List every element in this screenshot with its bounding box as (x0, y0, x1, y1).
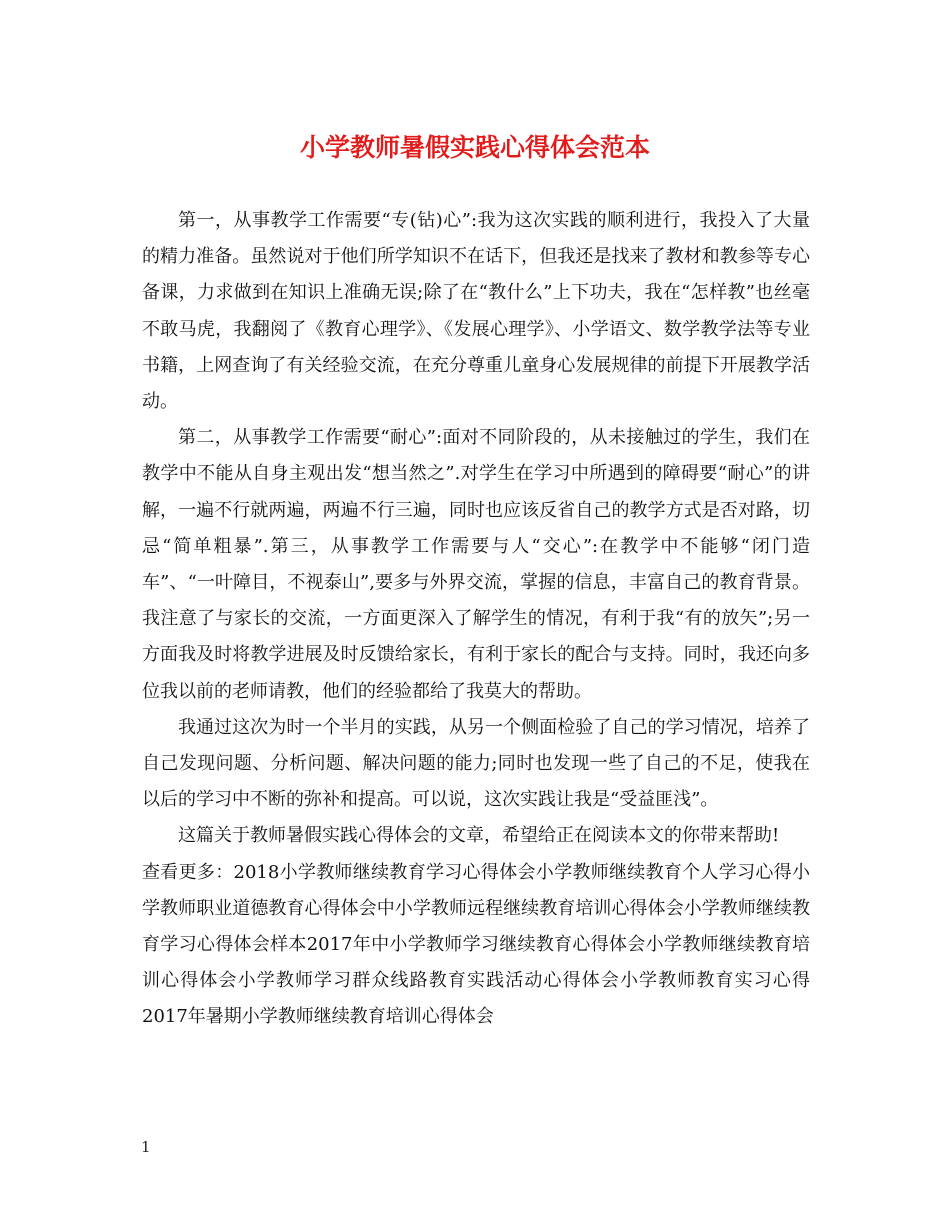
document-title: 小学教师暑假实践心得体会范本 (299, 133, 650, 162)
paragraph-4: 这篇关于教师暑假实践心得体会的文章，希望给正在阅读本文的你带来帮助! (178, 825, 780, 847)
page-number: 1 (141, 1138, 151, 1156)
document-body (142, 203, 810, 1036)
paragraph-3: 我通过这次为时一个半月的实践，从另一个侧面检验了自己的学习情况，培养了自己发现问题、分析问题、解决问题的能力;同时也发现一些了自己的不足，使我在以后的学习中不断的弥补和提高。可以说，这次实践让我是“受益匪浅”。 (142, 716, 810, 811)
more-links-paragraph: 查看更多：2018小学教师继续教育学习心得体会小学教师继续教育个人学习心得小学教师职业道德教育心得体会中小学教师远程继续教育培训心得体会小学教师继续教育学习心得体会样本2017年中小学教师学习继续教育心得体会小学教师继续教育培训心得体会小学教师学习群众线路教育实践活动心得体会小学教师教育实习心得2017年暑期小学教师继续教育培训心得体会 (142, 861, 810, 1028)
paragraph-2: 第二，从事教学工作需要“耐心”:面对不同阶段的，从未接触过的学生，我们在教学中不能从自身主观出发“想当然之”.对学生在学习中所遇到的障碍要“耐心”的讲解，一遍不行就两遍，两遍不行三遍，同时也应该反省自己的教学方式是否对路，切忌“简单粗暴”.第三，从事教学工作需要与人“交心”:在教学中不能够“闭门造车”、“一叶障目，不视泰山”,要多与外界交流，掌握的信息，丰富自己的教育背景。我注意了与家长的交流，一方面更深入了解学生的情况，有利于我“有的放矢”;另一方面我及时将教学进展及时反馈给家长，有利于家长的配合与支持。同时，我还向多位我以前的老师请教，他们的经验都给了我莫大的帮助。 (142, 427, 810, 702)
paragraph-1: 第一，从事教学工作需要“专(钻)心”:我为这次实践的顺利进行，我投入了大量的精力准备。虽然说对于他们所学知识不在话下，但我还是找来了教材和教参等专心备课，力求做到在知识上准确无误;除了在“教什么”上下功夫，我在“怎样教”也丝毫不敢马虎，我翻阅了《教育心理学》、《发展心理学》、小学语文、数学教学法等专业书籍，上网查询了有关经验交流，在充分尊重儿童身心发展规律的前提下开展教学活动。 (142, 210, 810, 413)
